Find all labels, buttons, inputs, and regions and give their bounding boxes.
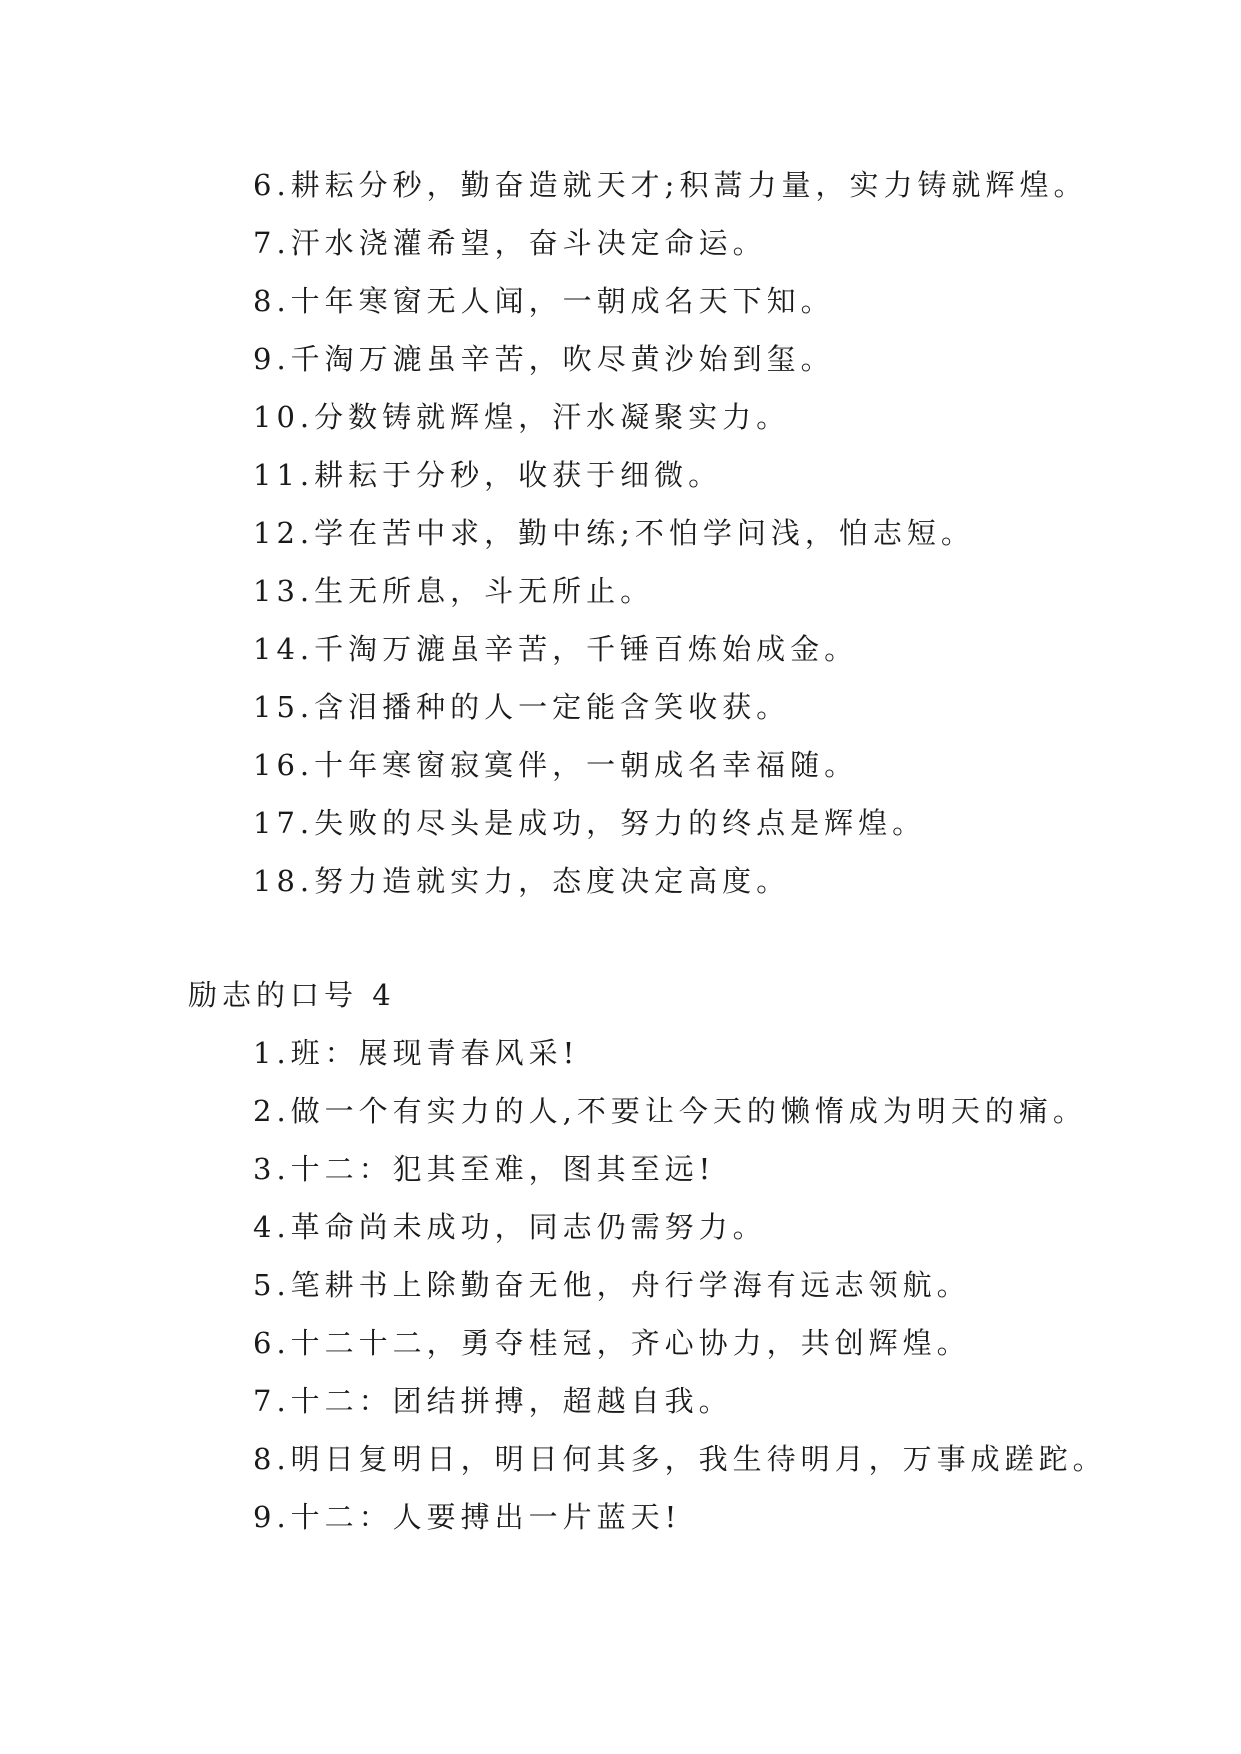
- slogan-item: 14.千淘万漉虽辛苦，千锤百炼始成金。: [253, 632, 859, 666]
- slogan-item: 7.汗水浇灌希望，奋斗决定命运。: [253, 226, 767, 260]
- slogan-item: 2.做一个有实力的人,不要让今天的懒惰成为明天的痛。: [253, 1094, 1087, 1128]
- slogan-item: 7.十二：团结拼搏，超越自我。: [253, 1384, 733, 1418]
- slogan-item: 13.生无所息，斗无所止。: [253, 574, 655, 608]
- slogan-item: 3.十二：犯其至难，图其至远!: [253, 1152, 716, 1186]
- slogan-item: 11.耕耘于分秒，收获于细微。: [253, 458, 723, 492]
- slogan-item: 1.班：展现青春风采!: [253, 1036, 580, 1070]
- slogan-item: 5.笔耕书上除勤奋无他，舟行学海有远志领航。: [253, 1268, 971, 1302]
- slogan-item: 9.十二：人要搏出一片蓝天!: [253, 1500, 682, 1534]
- section-heading: 励志的口号 4: [188, 978, 396, 1012]
- slogan-item: 12.学在苦中求，勤中练;不怕学问浅，怕志短。: [253, 516, 975, 550]
- slogan-item: 16.十年寒窗寂寞伴，一朝成名幸福随。: [253, 748, 859, 782]
- slogan-item: 4.革命尚未成功，同志仍需努力。: [253, 1210, 767, 1244]
- slogan-item: 15.含泪播种的人一定能含笑收获。: [253, 690, 791, 724]
- slogan-item: 8.十年寒窗无人闻，一朝成名天下知。: [253, 284, 835, 318]
- slogan-item: 6.十二十二，勇夺桂冠，齐心协力，共创辉煌。: [253, 1326, 971, 1360]
- slogan-item: 17.失败的尽头是成功，努力的终点是辉煌。: [253, 806, 927, 840]
- slogan-item: 8.明日复明日，明日何其多，我生待明月，万事成蹉跎。: [253, 1442, 1107, 1476]
- slogan-item: 9.千淘万漉虽辛苦，吹尽黄沙始到玺。: [253, 342, 835, 376]
- slogan-item: 6.耕耘分秒，勤奋造就天才;积蒿力量，实力铸就辉煌。: [253, 168, 1088, 202]
- slogan-item: 18.努力造就实力，态度决定高度。: [253, 864, 791, 898]
- slogan-item: 10.分数铸就辉煌，汗水凝聚实力。: [253, 400, 791, 434]
